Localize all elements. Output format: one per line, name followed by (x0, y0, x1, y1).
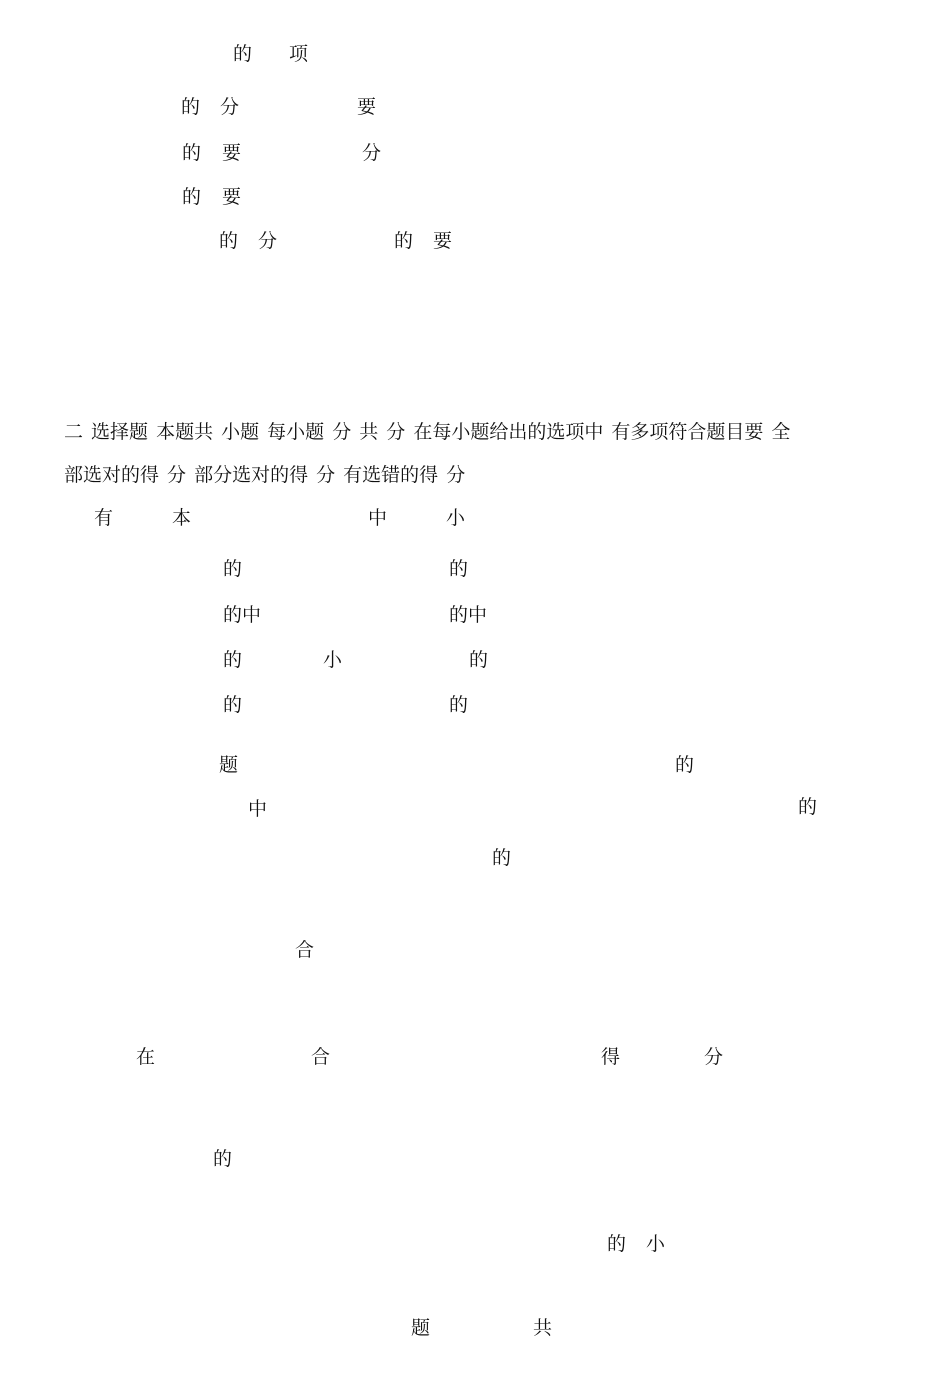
option-fragment: 的 (223, 558, 243, 580)
text-fragment: 的 (233, 43, 253, 65)
text-fragment: 项 (289, 43, 309, 65)
text-fragment: 的 (181, 96, 201, 118)
text-fragment: 分 (362, 142, 382, 164)
text-fragment: 得 (601, 1046, 621, 1068)
text-fragment: 中 (368, 507, 388, 529)
text-fragment: 的 (798, 796, 818, 818)
text-fragment: 要 (222, 186, 242, 208)
option-fragment: 的中 (449, 604, 488, 626)
text-fragment: 题 (219, 754, 239, 776)
text-fragment: 本 (172, 507, 192, 529)
text-fragment: 合 (295, 939, 315, 961)
text-fragment: 分 (704, 1046, 724, 1068)
text-fragment: 分 (220, 96, 240, 118)
text-fragment: 的 (213, 1148, 233, 1170)
text-fragment: 要 (222, 142, 242, 164)
text-fragment: 要 (433, 230, 453, 252)
text-fragment: 的 (182, 142, 202, 164)
text-fragment: 的 (607, 1233, 627, 1255)
option-fragment: 的 (449, 694, 469, 716)
section-heading-line: 部选对的得 分 部分选对的得 分 有选错的得 分 (64, 464, 466, 486)
option-fragment: 的 (469, 649, 489, 671)
text-fragment: 的 (394, 230, 414, 252)
option-fragment: 小 (323, 649, 343, 671)
text-fragment: 的 (675, 754, 695, 776)
text-fragment: 中 (248, 798, 268, 820)
text-fragment: 分 (258, 230, 278, 252)
text-fragment: 在 (136, 1046, 156, 1068)
option-fragment: 的 (223, 649, 243, 671)
text-fragment: 题 (411, 1317, 431, 1339)
text-fragment: 合 (311, 1046, 331, 1068)
text-fragment: 共 (533, 1317, 553, 1339)
text-fragment: 的 (492, 847, 512, 869)
text-fragment: 有 (94, 507, 114, 529)
option-fragment: 的中 (223, 604, 262, 626)
option-fragment: 的 (449, 558, 469, 580)
section-heading-line: 二 选择题 本题共 小题 每小题 分 共 分 在每小题给出的选项中 有多项符合题目要 全 (64, 421, 791, 443)
option-fragment: 的 (223, 694, 243, 716)
text-fragment: 要 (357, 96, 377, 118)
text-fragment: 小 (646, 1233, 666, 1255)
text-fragment: 的 (182, 186, 202, 208)
text-fragment: 的 (219, 230, 239, 252)
text-fragment: 小 (446, 507, 466, 529)
